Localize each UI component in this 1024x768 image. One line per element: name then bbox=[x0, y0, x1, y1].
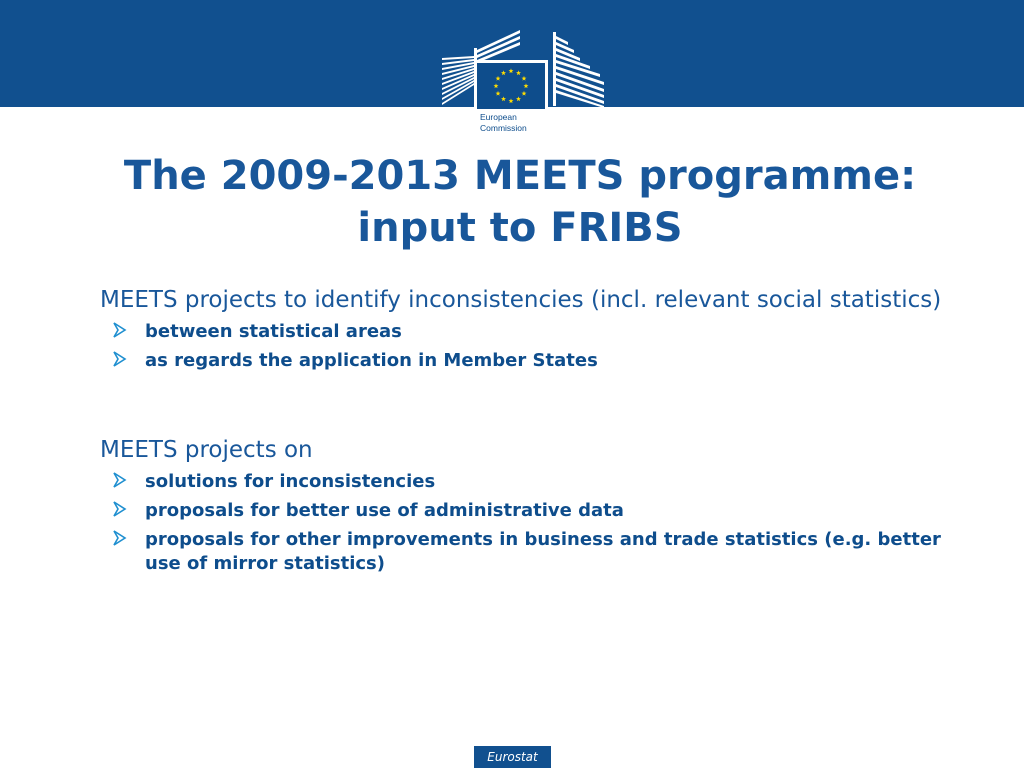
section-identify bbox=[100, 285, 960, 373]
bullet-item: proposals for better use of administrative data bbox=[100, 499, 960, 523]
section-lead: MEETS projects to identify inconsistencies (incl. relevant social statistics) bbox=[100, 287, 942, 313]
slide-title-line2: input to FRIBS bbox=[357, 205, 683, 251]
footer-eurostat-tag: Eurostat bbox=[474, 746, 551, 768]
european-commission-logo bbox=[440, 28, 608, 144]
logo-line2: Commission bbox=[480, 123, 527, 133]
section-projects-on bbox=[100, 435, 960, 576]
bullet-item: between statistical areas bbox=[100, 320, 960, 344]
arrow-bullet-icon bbox=[112, 500, 128, 518]
arrow-bullet-icon bbox=[112, 471, 128, 489]
bullet-list bbox=[100, 320, 960, 373]
bullet-item: solutions for inconsistencies bbox=[100, 470, 960, 494]
bullet-item: as regards the application in Member States bbox=[100, 349, 960, 373]
slide-title-line1: The 2009-2013 MEETS programme: bbox=[123, 153, 917, 199]
section-lead: MEETS projects on bbox=[100, 437, 313, 463]
arrow-bullet-icon bbox=[112, 529, 128, 547]
bullet-list bbox=[100, 470, 960, 576]
slide-title bbox=[60, 150, 980, 254]
arrow-bullet-icon bbox=[112, 321, 128, 339]
arrow-bullet-icon bbox=[112, 350, 128, 368]
bullet-item: proposals for other improvements in business and trade statistics (e.g. better use of mirror statistics) bbox=[100, 528, 960, 576]
logo-line1: European bbox=[480, 112, 517, 122]
